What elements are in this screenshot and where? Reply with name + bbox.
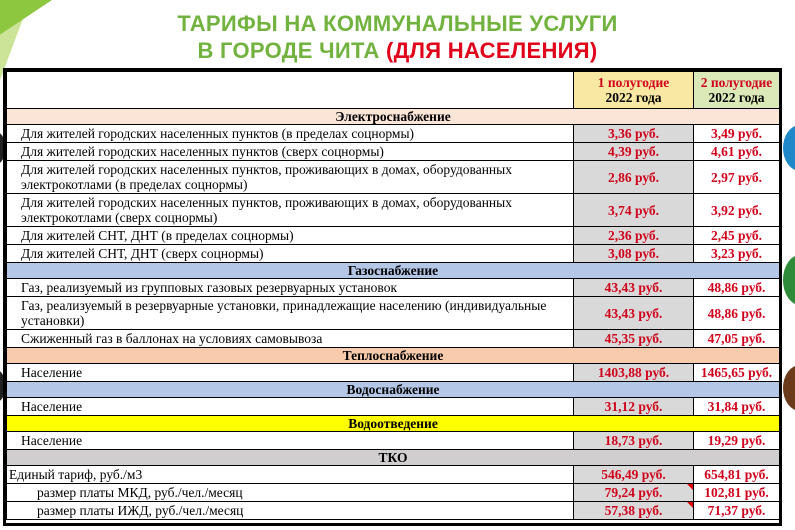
row-value-h1: 57,38 руб. [574, 502, 694, 520]
row-name: Население [7, 398, 574, 416]
header-first-half [574, 72, 694, 109]
row-name: Для жителей СНТ, ДНТ (сверх соцнормы) [7, 245, 574, 263]
row-value-h2: 31,84 руб. [694, 398, 780, 416]
row-name: размер платы ИЖД, руб./чел./месяц [7, 502, 574, 520]
section-tko [7, 450, 780, 466]
row-value-h2: 1465,65 руб. [694, 364, 780, 382]
table-row [7, 161, 780, 194]
row-name: размер платы МКД, руб./чел./месяц [7, 484, 574, 502]
row-name: Для жителей городских населенных пунктов, проживающих в домах, оборудованных электрокотлами (в пределах соцнормы) [7, 161, 574, 194]
table-row [7, 398, 780, 416]
row-name: Для жителей городских населенных пунктов (в пределах соцнормы) [7, 125, 574, 143]
section-water [7, 382, 780, 398]
section-heat [7, 348, 780, 364]
row-name: Сжиженный газ в баллонах на условиях самовывоза [7, 330, 574, 348]
tariff-table [6, 71, 780, 520]
row-value-h2: 3,23 руб. [694, 245, 780, 263]
table-row [7, 484, 780, 502]
decor-right-circle-brown [783, 365, 795, 411]
row-value-h1: 3,36 руб. [574, 125, 694, 143]
table-row [7, 330, 780, 348]
table-row [7, 364, 780, 382]
header-first-half-year: 2022 года [605, 90, 662, 105]
row-value-h1: 43,43 руб. [574, 279, 694, 297]
section-title: Теплоснабжение [7, 348, 780, 364]
row-value-h1: 546,49 руб. [574, 466, 694, 484]
table-row [7, 143, 780, 161]
table-row [7, 125, 780, 143]
row-name: Для жителей СНТ, ДНТ (в пределах соцнормы) [7, 227, 574, 245]
row-value-h1: 31,12 руб. [574, 398, 694, 416]
row-value-h1: 45,35 руб. [574, 330, 694, 348]
section-electricity [7, 109, 780, 125]
row-value-h2: 2,97 руб. [694, 161, 780, 194]
row-name: Для жителей городских населенных пунктов, проживающих в домах, оборудованных электрокотлами (сверх соцнормы) [7, 194, 574, 227]
title-line-2-accent: (ДЛЯ НАСЕЛЕНИЯ) [385, 38, 598, 63]
row-value-h1: 18,73 руб. [574, 432, 694, 450]
table-row [7, 245, 780, 263]
section-title: ТКО [7, 450, 780, 466]
table-row [7, 502, 780, 520]
section-gas [7, 263, 780, 279]
row-value-h2: 48,86 руб. [694, 297, 780, 330]
row-name: Для жителей городских населенных пунктов (сверх соцнормы) [7, 143, 574, 161]
title-line-2 [0, 37, 795, 64]
row-value-h2: 654,81 руб. [694, 466, 780, 484]
row-name: Население [7, 364, 574, 382]
header-empty-cell [7, 72, 574, 109]
row-value-h2: 4,61 руб. [694, 143, 780, 161]
table-row [7, 297, 780, 330]
row-value-h2: 47,05 руб. [694, 330, 780, 348]
row-name: Единый тариф, руб./м3 [7, 466, 574, 484]
section-drain [7, 416, 780, 432]
row-value-h2: 48,86 руб. [694, 279, 780, 297]
section-title: Водоотведение [7, 416, 780, 432]
page-title [0, 10, 795, 64]
row-name: Газ, реализуемый в резервуарные установки, принадлежащие населению (индивидуальные установки) [7, 297, 574, 330]
row-value-h2: 102,81 руб. [694, 484, 780, 502]
header-second-half [694, 72, 780, 109]
header-first-half-label: 1 полугодие [597, 75, 670, 90]
header-second-half-label: 2 полугодие [700, 75, 773, 90]
row-value-h2: 71,37 руб. [694, 502, 780, 520]
decor-right-circle-green [783, 255, 795, 305]
table-row [7, 466, 780, 484]
row-value-h1: 43,43 руб. [574, 297, 694, 330]
row-value-h1: 1403,88 руб. [574, 364, 694, 382]
row-value-h1: 2,36 руб. [574, 227, 694, 245]
row-value-h1: 3,08 руб. [574, 245, 694, 263]
row-name: Газ, реализуемый из групповых газовых резервуарных установок [7, 279, 574, 297]
row-value-h1: 2,86 руб. [574, 161, 694, 194]
title-line-1: ТАРИФЫ НА КОММУНАЛЬНЫЕ УСЛУГИ [177, 11, 618, 36]
row-value-h2: 19,29 руб. [694, 432, 780, 450]
section-title: Электроснабжение [7, 109, 780, 125]
table-row [7, 227, 780, 245]
decor-right-circle-blue [783, 125, 795, 171]
row-value-h2: 3,92 руб. [694, 194, 780, 227]
header-second-half-year: 2022 года [708, 90, 765, 105]
row-value-h1: 3,74 руб. [574, 194, 694, 227]
table-row [7, 279, 780, 297]
table-header-row [7, 72, 780, 109]
section-title: Водоснабжение [7, 382, 780, 398]
table-row [7, 432, 780, 450]
row-value-h2: 3,49 руб. [694, 125, 780, 143]
row-value-h1: 79,24 руб. [574, 484, 694, 502]
row-value-h1: 4,39 руб. [574, 143, 694, 161]
table-row [7, 194, 780, 227]
row-name: Население [7, 432, 574, 450]
tariff-table-frame [3, 68, 782, 526]
row-value-h2: 2,45 руб. [694, 227, 780, 245]
title-line-2-main: В ГОРОДЕ ЧИТА [197, 38, 380, 63]
section-title: Газоснабжение [7, 263, 780, 279]
